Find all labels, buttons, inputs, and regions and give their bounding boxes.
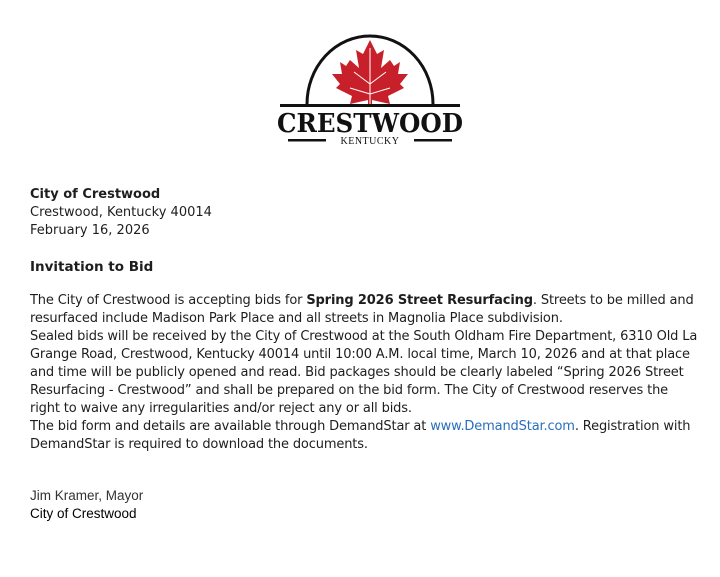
signature-name: Jim Kramer, Mayor bbox=[30, 488, 144, 503]
crestwood-logo bbox=[270, 28, 470, 148]
paragraph-1 bbox=[30, 292, 700, 328]
p3-text-end: . Registration with DemandStar is required to download the documents. bbox=[30, 419, 691, 452]
p1-text: The City of Crestwood is accepting bids for bbox=[30, 293, 307, 308]
document-heading: Invitation to Bid bbox=[30, 259, 154, 275]
header-date: February 16, 2026 bbox=[30, 223, 150, 238]
body-text bbox=[30, 292, 700, 454]
header-address: Crestwood, Kentucky 40014 bbox=[30, 205, 212, 220]
header-org: City of Crestwood bbox=[30, 187, 161, 202]
paragraph-2: Sealed bids will be received by the City of Crestwood at the South Oldham Fire Department, 6310 Old La Grange Road, Crestwood, Kentucky 40014 until 10:00 A.M. local time, March 10, 2026 and at that place and time will be publicly opened and read. Bid packages should be clearly labeled “Spring 2026 Street Resurfacing - Crestwood” and shall be prepared on the bid form. The City of Crestwood reserves the right to waive any irregularities and/or reject any or all bids. bbox=[30, 329, 698, 416]
logo-baseline bbox=[280, 104, 460, 107]
demandstar-link[interactable]: www.DemandStar.com bbox=[430, 419, 575, 434]
p1-text-end: . Streets to be milled and resurfaced include Madison Park Place and all streets in Magnolia Place subdivision. bbox=[30, 293, 694, 326]
project-name: Spring 2026 Street Resurfacing bbox=[306, 293, 533, 308]
logo-graphic bbox=[270, 28, 470, 148]
signature-block bbox=[30, 487, 143, 523]
logo-name: CRESTWOOD bbox=[277, 109, 463, 139]
signature-org: City of Crestwood bbox=[30, 506, 137, 521]
logo-subtitle: KENTUCKY bbox=[340, 136, 400, 147]
letter-header bbox=[30, 186, 212, 240]
p3-text: The bid form and details are available through DemandStar at bbox=[30, 419, 431, 434]
paragraph-3 bbox=[30, 418, 700, 454]
